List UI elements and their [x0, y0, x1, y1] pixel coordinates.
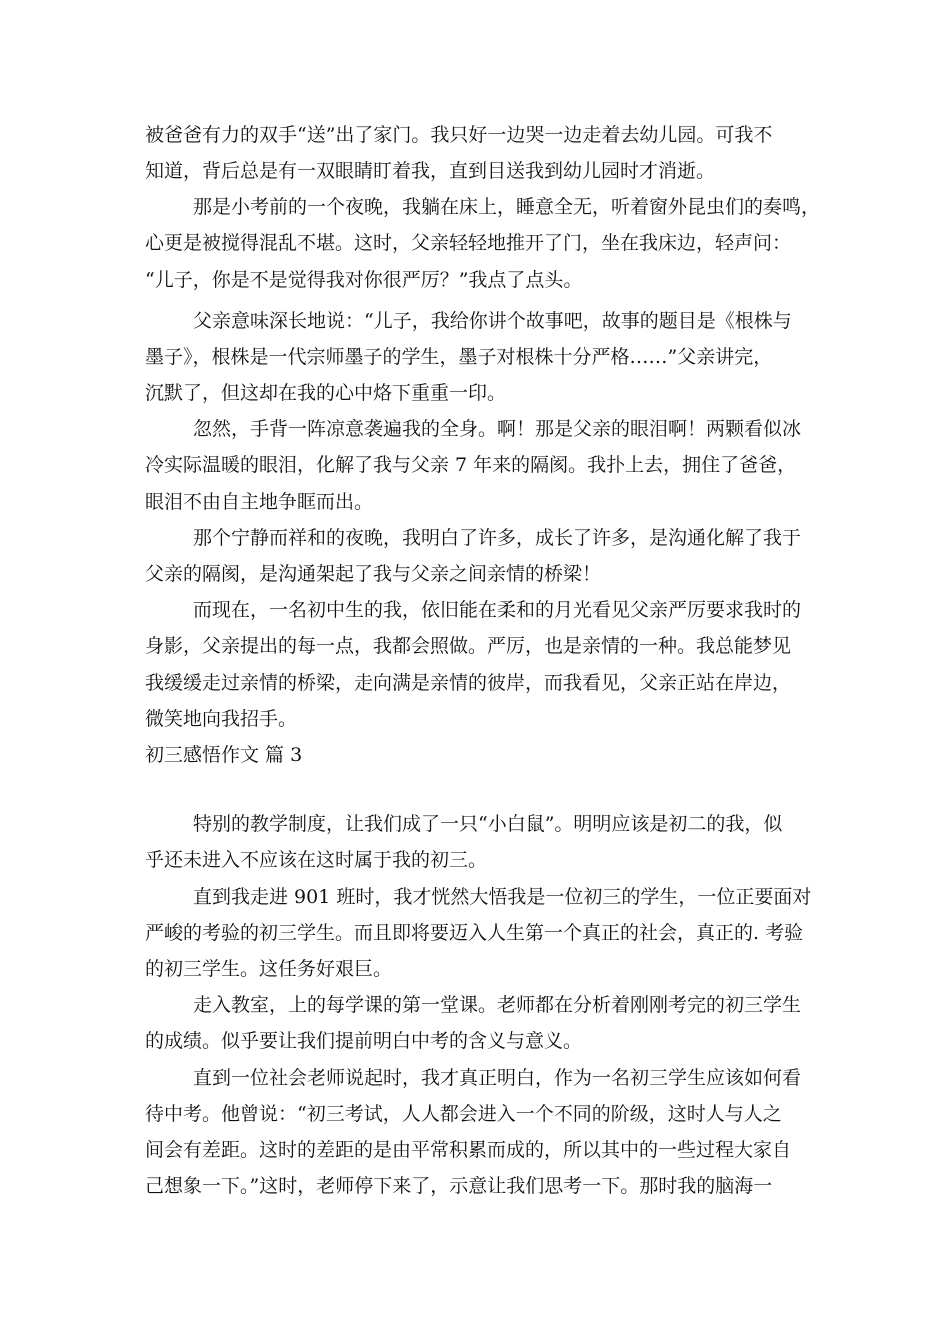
- text-line: 待中考。他曾说：“初三考试，人人都会进入一个不同的阶级，这时人与人之: [145, 1103, 782, 1125]
- text-line: 忽然，手背一阵凉意袭遍我的全身。啊！那是父亲的眼泪啊！两颗看似冰: [193, 418, 802, 440]
- text-line: 直到我走进 901 班时，我才恍然大悟我是一位初三的学生，一位正要面对: [193, 886, 812, 908]
- text-line: 直到一位社会老师说起时，我才真正明白，作为一名初三学生应该如何看: [193, 1067, 802, 1089]
- section-heading: 初三感悟作文 篇 3: [145, 744, 303, 766]
- text-line: 的初三学生。这任务好艰巨。: [145, 958, 393, 980]
- text-line: “儿子，你是不是觉得我对你很严厉？”我点了点头。: [145, 269, 583, 291]
- text-line: 严峻的考验的初三学生。而且即将要迈入人生第一个真正的社会，真正的. 考验: [145, 922, 804, 944]
- text-line: 走入教室，上的每学课的第一堂课。老师都在分析着刚刚考完的初三学生: [193, 994, 802, 1016]
- text-line: 被爸爸有力的双手“送”出了家门。我只好一边哭一边走着去幼儿园。可我不: [145, 124, 773, 146]
- text-line: 墨子》，根株是一代宗师墨子的学生，墨子对根株十分严格……”父亲讲完，: [145, 346, 773, 368]
- text-line: 特别的教学制度，让我们成了一只“小白鼠”。明明应该是初二的我，似: [193, 813, 783, 835]
- text-line: 己想象一下。”这时，老师停下来了，示意让我们思考一下。那时我的脑海一: [145, 1175, 773, 1197]
- text-line: 身影，父亲提出的每一点，我都会照做。严厉，也是亲情的一种。我总能梦见: [145, 635, 792, 657]
- text-line: 父亲的隔阂，是沟通架起了我与父亲之间亲情的桥梁！: [145, 563, 602, 585]
- text-line: 而现在，一名初中生的我，依旧能在柔和的月光看见父亲严厉要求我时的: [193, 599, 802, 621]
- text-line: 间会有差距。这时的差距的是由平常积累而成的，所以其中的一些过程大家自: [145, 1139, 792, 1161]
- text-line: 那个宁静而祥和的夜晚，我明白了许多，成长了许多，是沟通化解了我于: [193, 527, 802, 549]
- text-line: 乎还未进入不应该在这时属于我的初三。: [145, 849, 488, 871]
- text-line: 父亲意味深长地说：“儿子，我给你讲个故事吧，故事的题目是《根株与: [193, 310, 792, 332]
- text-line: 知道，背后总是有一双眼睛盯着我，直到目送我到幼儿园时才消逝。: [145, 160, 716, 182]
- text-line: 的成绩。似乎要让我们提前明白中考的含义与意义。: [145, 1030, 583, 1052]
- text-line: 心更是被搅得混乱不堪。这时，父亲轻轻地推开了门，坐在我床边，轻声问：: [145, 232, 792, 254]
- text-line: 沉默了，但这却在我的心中烙下重重一印。: [145, 382, 507, 404]
- text-line: 冷实际温暖的眼泪，化解了我与父亲 7 年来的隔阂。我扑上去，拥住了爸爸，: [145, 454, 797, 476]
- text-line: 眼泪不由自主地争眶而出。: [145, 491, 374, 513]
- text-line: 那是小考前的一个夜晚，我躺在床上，睡意全无，听着窗外昆虫们的奏鸣，: [193, 196, 821, 218]
- text-line: 我缓缓走过亲情的桥梁，走向满是亲情的彼岸，而我看见，父亲正站在岸边，: [145, 672, 792, 694]
- text-line: 微笑地向我招手。: [145, 708, 298, 730]
